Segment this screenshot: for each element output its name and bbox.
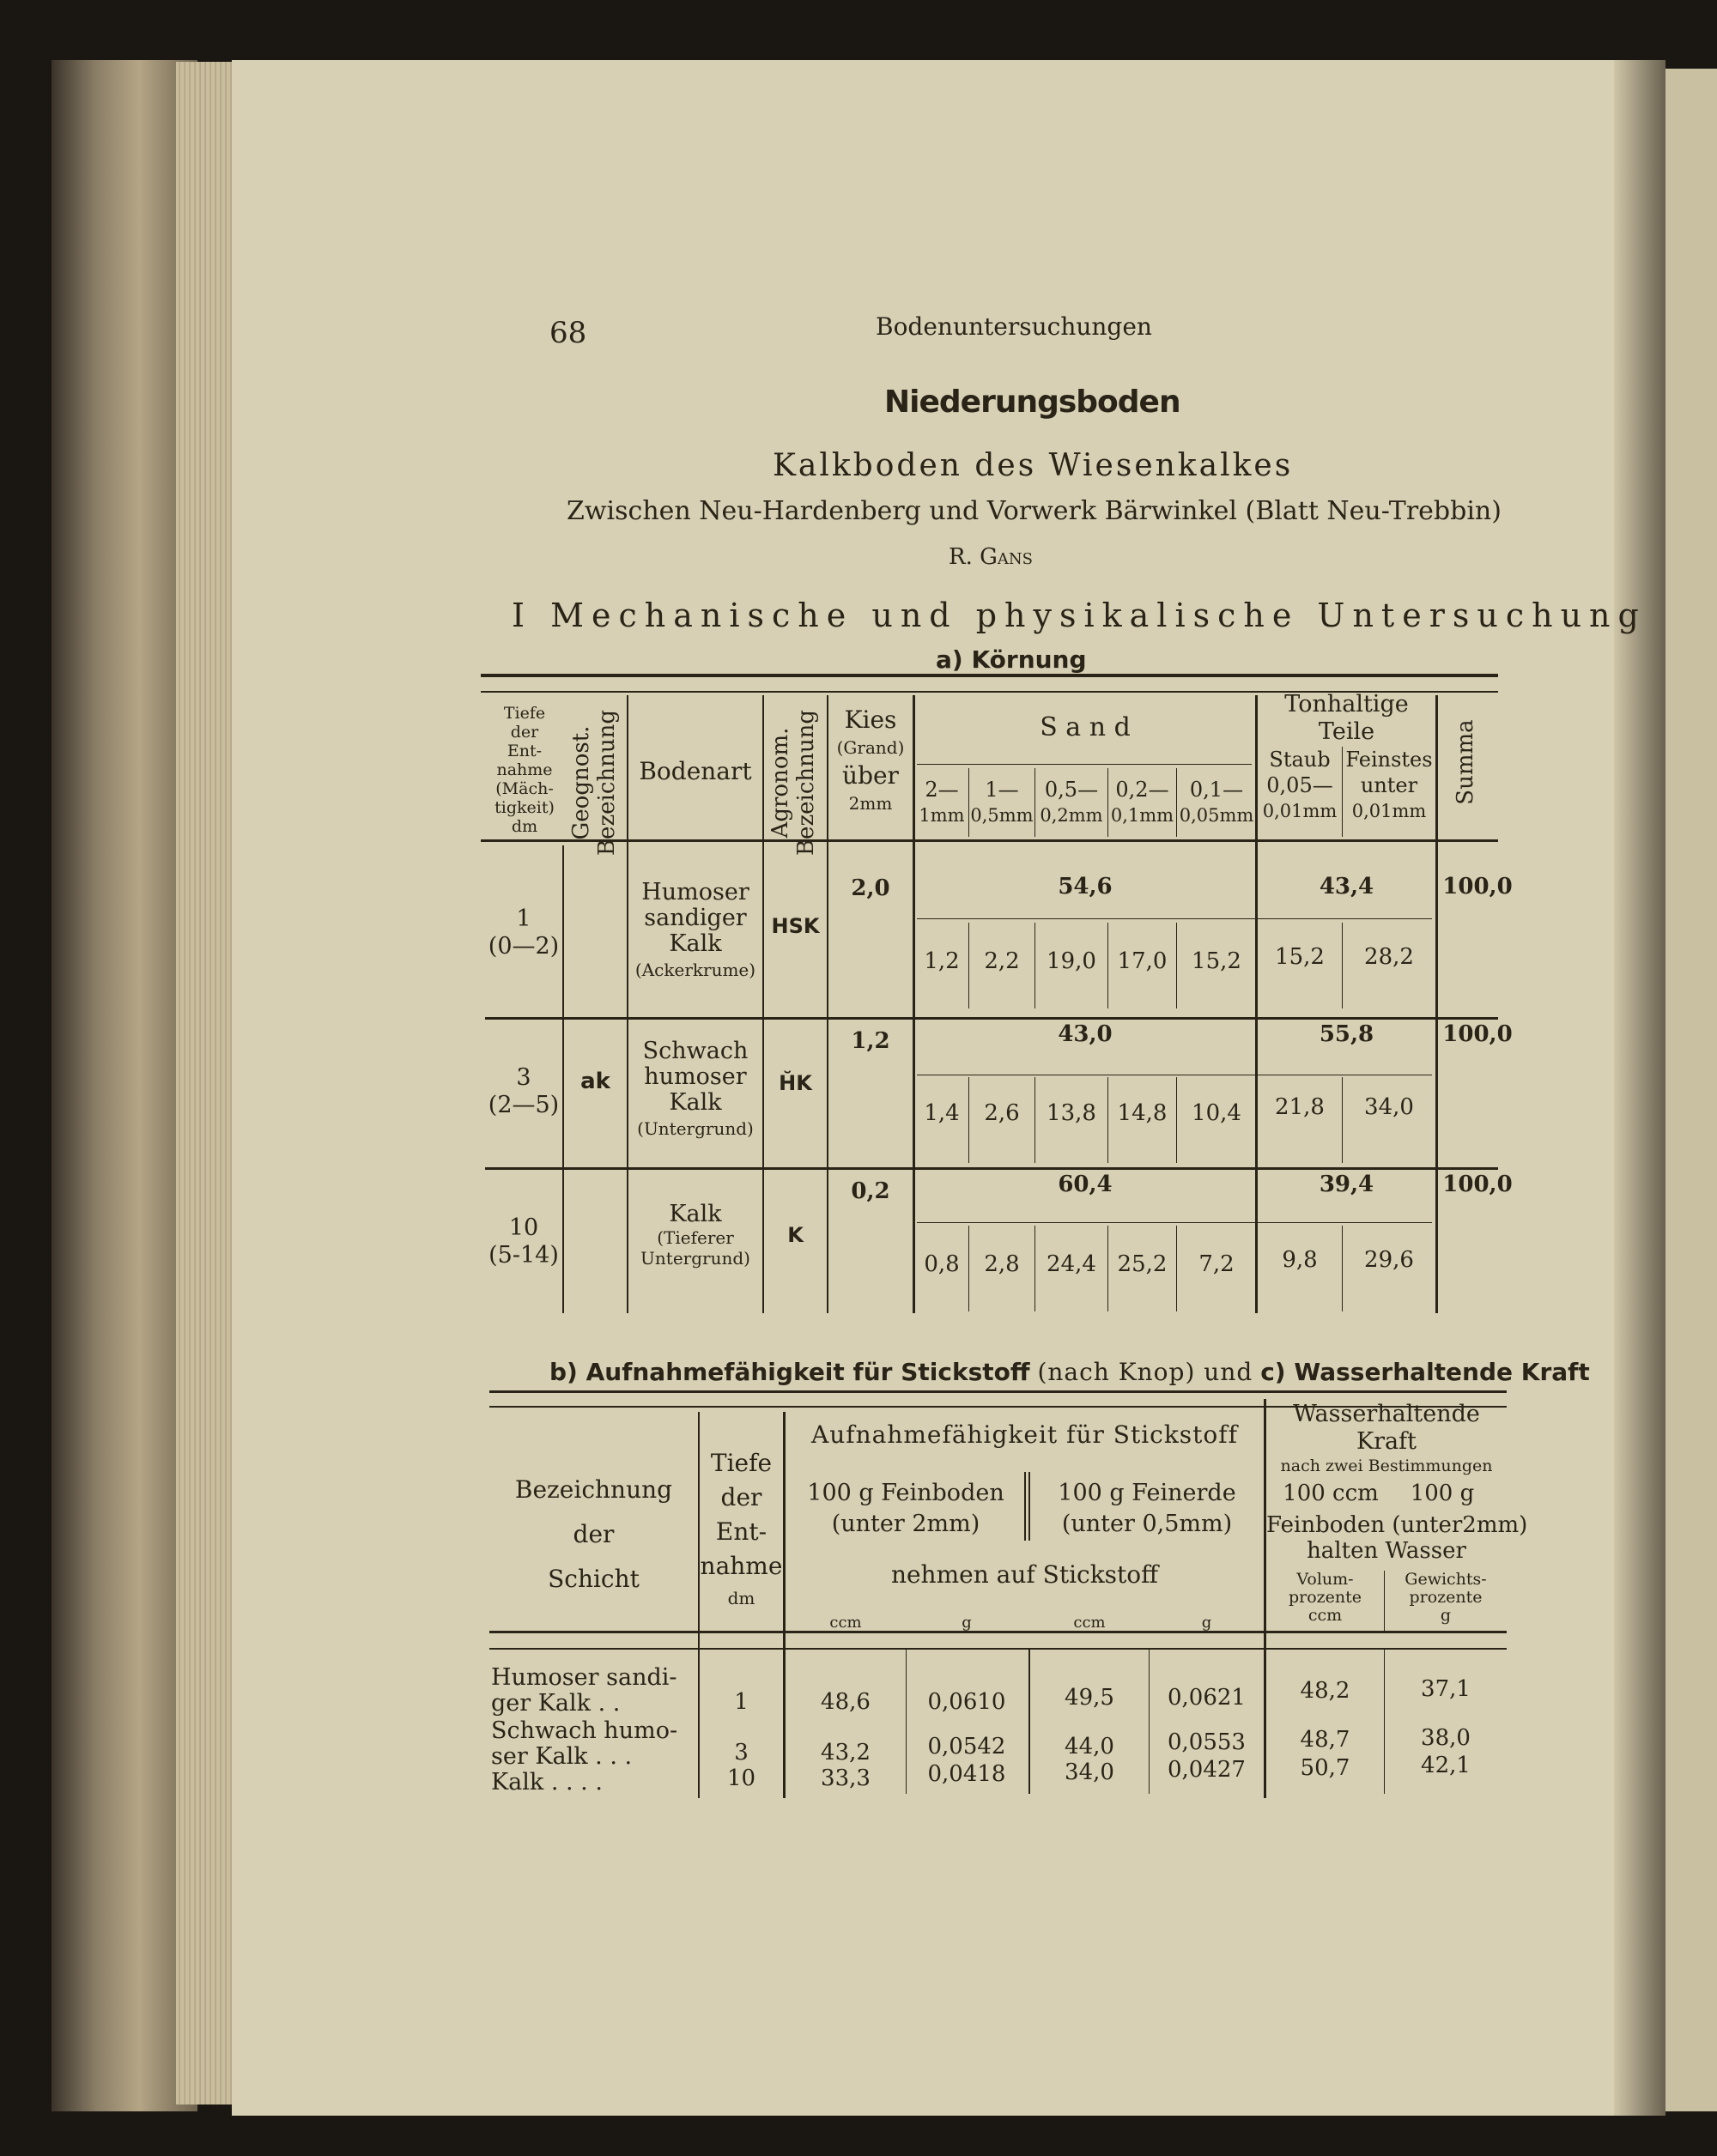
bc-row2-v6: 38,0	[1421, 1725, 1471, 1751]
bc-row2-v3: 44,0	[1065, 1734, 1114, 1759]
row3-sand-2: 24,4	[1047, 1251, 1096, 1277]
header-sand-col	[969, 777, 1034, 828]
header-ton-col	[1258, 747, 1342, 824]
row1-sand-2: 19,0	[1047, 948, 1096, 974]
header-text: 0,5mm	[970, 805, 1034, 826]
header-text: Schicht	[548, 1565, 640, 1593]
section-heading: I Mechanische und physikalische Untersuchung	[512, 597, 1647, 634]
header-halten: halten Wasser	[1307, 1538, 1466, 1564]
header-text: 0,2—	[1115, 778, 1169, 802]
header-text: nahme	[496, 760, 553, 779]
bc-row1-v1: 48,6	[821, 1689, 871, 1715]
header-tiefe	[700, 1446, 783, 1613]
cell-text: humoser	[644, 1063, 747, 1090]
facing-page-edge	[1665, 69, 1717, 2111]
cell-text: Kalk	[669, 1201, 722, 1227]
header-text: 2mm	[848, 793, 893, 814]
header-text: 0,5—	[1044, 778, 1099, 802]
header-text: (Grand)	[836, 737, 905, 758]
header-feinboden-unter: Feinboden (unter2mm)	[1266, 1512, 1528, 1538]
row1-depth	[485, 905, 562, 960]
header-text: 2—	[925, 778, 959, 802]
rule	[485, 1167, 1498, 1170]
row2-sand-1: 2,6	[984, 1100, 1020, 1126]
row1-ton-total: 43,4	[1319, 874, 1374, 899]
row2-sand-2: 13,8	[1047, 1100, 1096, 1126]
location-line: Zwischen Neu-Hardenberg und Vorwerk Bärwinkel (Blatt Neu-Trebbin)	[567, 496, 1502, 526]
row2-ton-total: 55,8	[1319, 1021, 1374, 1047]
header-text: 0,05mm	[1179, 805, 1254, 826]
row1-kies: 2,0	[851, 875, 890, 901]
row2-kies: 1,2	[851, 1028, 890, 1054]
cell-text: sandiger	[644, 905, 747, 931]
header-100g: 100 g	[1410, 1481, 1475, 1506]
header-depth	[488, 704, 561, 836]
row2-bodenart	[628, 1039, 762, 1142]
header-text: Ent-	[507, 742, 543, 760]
header-text: Staub	[1269, 748, 1331, 772]
header-text: nach zwei Bestimmungen	[1280, 1457, 1493, 1475]
cell-text: (5-14)	[488, 1242, 559, 1269]
page-edges	[176, 62, 236, 2105]
bc-row3-name	[491, 1770, 697, 1796]
header-100ccm: 100 ccm	[1283, 1481, 1379, 1506]
page-number: 68	[549, 316, 587, 350]
row2-summa: 100,0	[1442, 1021, 1513, 1047]
header-text: prozente	[1409, 1588, 1483, 1607]
row1-sand-0: 1,2	[924, 948, 960, 974]
rule	[481, 674, 1498, 677]
geognost-value: ak	[580, 1069, 610, 1094]
page-title: Niederungsboden	[884, 385, 1180, 420]
rule	[917, 764, 1252, 765]
header-summa: Summa	[1453, 719, 1478, 805]
row3-summa: 100,0	[1442, 1172, 1513, 1197]
bc-row2-name	[491, 1718, 697, 1770]
bc-row3-v2: 0,0418	[927, 1761, 1006, 1787]
bc-row1-v2: 0,0610	[927, 1689, 1006, 1715]
header-text: dm	[727, 1588, 755, 1608]
row3-ton-1: 29,6	[1364, 1247, 1414, 1273]
header-text: Tonhaltige	[1284, 691, 1409, 718]
row3-sand-3: 25,2	[1117, 1251, 1168, 1277]
cell-text: Untergrund)	[640, 1248, 750, 1269]
header-text: Tiefe	[710, 1449, 773, 1477]
row1-ton-0: 15,2	[1275, 944, 1325, 970]
header-agronom: Agronom. Bezeichnung	[767, 709, 819, 857]
rule	[1342, 1077, 1343, 1163]
unit-g: g	[1201, 1614, 1212, 1632]
row1-sand-4: 15,2	[1192, 948, 1241, 974]
bc-row3-v1: 33,3	[821, 1765, 871, 1791]
header-text: (Mäch-	[495, 779, 554, 798]
header-ton-col	[1343, 747, 1435, 824]
title-mid: (nach Knop) und	[1037, 1358, 1253, 1386]
header-aufnahme: Aufnahmefähigkeit für Stickstoff	[810, 1420, 1239, 1449]
row1-sand-total: 54,6	[1058, 874, 1113, 899]
rule	[762, 695, 764, 1313]
header-text: nahme	[700, 1552, 783, 1580]
cell-text: ser Kalk . . .	[491, 1743, 633, 1770]
header-text: 100 g Feinerde	[1058, 1480, 1236, 1506]
row2-ton-0: 21,8	[1275, 1094, 1325, 1120]
header-text: 0,01mm	[1351, 801, 1427, 821]
author: R. Gans	[949, 544, 1033, 570]
header-text: der	[510, 723, 539, 742]
rule	[485, 1017, 1498, 1020]
row3-sand-1: 2,8	[984, 1251, 1020, 1277]
bc-row2-v1: 43,2	[821, 1740, 871, 1765]
header-text: 0,1—	[1189, 778, 1244, 802]
header-text: Gewichts-	[1405, 1570, 1487, 1589]
cell-text: (Tieferer	[657, 1227, 734, 1248]
row2-agronom: H̆K	[779, 1071, 812, 1095]
unit-ccm: ccm	[829, 1614, 862, 1632]
row3-sand-total: 60,4	[1058, 1172, 1113, 1197]
header-text: Ent-	[715, 1517, 767, 1546]
row3-bodenart	[628, 1202, 762, 1269]
unit-ccm: ccm	[1073, 1614, 1106, 1632]
cell-text: Schwach humo-	[491, 1717, 678, 1744]
bc-row1-v3: 49,5	[1065, 1685, 1114, 1711]
cell-text: Schwach	[642, 1038, 749, 1064]
row2-sand-3: 14,8	[1117, 1100, 1168, 1126]
header-text: Feinstes	[1345, 748, 1433, 772]
bc-row2-v2: 0,0542	[927, 1734, 1006, 1759]
row1-agronom: HSK	[771, 914, 820, 938]
cell-text: (2—5)	[488, 1092, 560, 1118]
unit-g: g	[962, 1614, 972, 1632]
row3-agronom: K	[787, 1223, 804, 1247]
header-text: 100 g Feinboden	[807, 1480, 1004, 1506]
header-text: (unter 0,5mm)	[1061, 1511, 1233, 1537]
cell-text: 10	[508, 1214, 539, 1241]
cell-text: Humoser sandi-	[491, 1664, 677, 1691]
row1-ton-1: 28,2	[1364, 944, 1414, 970]
header-sand-col	[1108, 777, 1176, 828]
header-text: Volum-	[1296, 1570, 1354, 1589]
header-ton	[1258, 691, 1435, 746]
header-text: prozente	[1288, 1588, 1362, 1607]
row3-sand-4: 7,2	[1198, 1251, 1235, 1277]
row3-sand-0: 0,8	[924, 1251, 960, 1277]
bc-row1-v5: 48,2	[1300, 1678, 1350, 1704]
bc-row1-v4: 0,0621	[1168, 1685, 1246, 1711]
header-wasser	[1266, 1401, 1507, 1476]
header-geognost: Geognost. Bezeichnung	[568, 709, 620, 857]
row3-kies: 0,2	[851, 1178, 890, 1204]
header-text: Tiefe	[503, 704, 546, 723]
cell-text: (0—2)	[488, 933, 560, 960]
row2-sand-0: 1,4	[924, 1100, 960, 1126]
cell-text: Kalk	[669, 1089, 722, 1116]
header-sand: S a n d	[1040, 712, 1131, 742]
row1-sand-3: 17,0	[1117, 948, 1168, 974]
header-text: 0,01mm	[1262, 801, 1338, 821]
bc-row3-tiefe: 10	[726, 1765, 756, 1791]
title-c: c) Wasserhaltende Kraft	[1260, 1358, 1590, 1386]
row1-sand-1: 2,2	[984, 948, 1020, 974]
header-text: unter	[1360, 773, 1418, 797]
rule	[917, 918, 1432, 919]
page-subtitle: Kalkboden des Wiesenkalkes	[773, 448, 1294, 483]
bc-row2-v5: 48,7	[1300, 1727, 1350, 1753]
header-text: 0,1mm	[1110, 805, 1174, 826]
header-text: ccm	[1307, 1606, 1343, 1625]
cell-text: ger Kalk . .	[491, 1690, 621, 1717]
bc-row1-name	[491, 1665, 697, 1717]
row3-ton-total: 39,4	[1319, 1172, 1374, 1197]
header-text: (unter 2mm)	[831, 1511, 980, 1537]
bc-row3-v4: 0,0427	[1168, 1757, 1246, 1783]
cell-text: Humoser	[641, 879, 749, 905]
table-bc-title	[549, 1358, 1590, 1386]
bc-row3-v5: 50,7	[1300, 1755, 1350, 1781]
header-nehmen: nehmen auf Stickstoff	[890, 1560, 1159, 1589]
header-gewicht	[1385, 1571, 1507, 1625]
header-feinerde	[1030, 1478, 1264, 1540]
header-text: Wasserhaltende	[1293, 1401, 1480, 1427]
row2-sand-4: 10,4	[1192, 1100, 1241, 1126]
row2-ton-1: 34,0	[1364, 1094, 1414, 1120]
row3-depth	[485, 1214, 562, 1269]
header-text: über	[842, 761, 899, 790]
header-text: tigkeit)	[494, 798, 555, 817]
header-bodenart: Bodenart	[639, 757, 752, 785]
header-text: Teile	[1318, 718, 1375, 745]
header-text: Kraft	[1356, 1428, 1417, 1455]
header-kies	[828, 706, 913, 814]
rule	[489, 1648, 1507, 1650]
row1-summa: 100,0	[1442, 874, 1513, 899]
rule	[917, 1222, 1432, 1223]
header-text: 1—	[985, 778, 1019, 802]
row2-depth	[485, 1064, 562, 1119]
header-text: 0,05—	[1266, 773, 1333, 797]
bc-row1-tiefe: 1	[734, 1689, 749, 1715]
header-feinboden	[786, 1478, 1026, 1540]
cell-text: 1	[516, 905, 531, 932]
header-text: Kies	[844, 706, 897, 734]
header-sand-col	[1177, 777, 1256, 828]
header-sand-col	[1035, 777, 1107, 828]
header-volum	[1266, 1571, 1384, 1625]
bc-row2-tiefe: 3	[734, 1740, 749, 1765]
cell-text: Kalk . . . .	[491, 1769, 603, 1796]
bc-row1-v6: 37,1	[1421, 1676, 1471, 1702]
row1-bodenart	[628, 880, 762, 983]
bc-row3-v3: 34,0	[1065, 1759, 1114, 1785]
title-b: b) Aufnahmefähigkeit für Stickstoff	[549, 1358, 1030, 1386]
cell-text: Kalk	[669, 930, 722, 957]
header-bezeichnung	[489, 1468, 698, 1602]
header-text: Bezeichnung	[514, 1475, 673, 1504]
table-a-title: a) Körnung	[936, 645, 1087, 674]
cell-text: (Ackerkrume)	[634, 960, 756, 980]
header-text: g	[1440, 1606, 1452, 1625]
rule	[489, 1390, 1507, 1393]
header-text: 0,2mm	[1040, 805, 1103, 826]
header-text: 1mm	[919, 805, 965, 826]
header-text: dm	[511, 817, 538, 836]
header-text: der	[720, 1483, 762, 1511]
bc-row3-v6: 42,1	[1421, 1753, 1471, 1778]
page-gutter-shadow	[1614, 60, 1665, 2116]
row2-sand-total: 43,0	[1058, 1021, 1113, 1047]
cell-text: (Untergrund)	[637, 1118, 754, 1139]
rule	[1435, 695, 1438, 1313]
rule	[481, 839, 1498, 842]
bc-row2-v4: 0,0553	[1168, 1729, 1246, 1755]
header-text: der	[573, 1520, 615, 1548]
row3-ton-0: 9,8	[1282, 1247, 1318, 1273]
header-sand-col	[915, 777, 968, 828]
cell-text: 3	[516, 1064, 531, 1091]
running-head: Bodenuntersuchungen	[876, 312, 1152, 341]
